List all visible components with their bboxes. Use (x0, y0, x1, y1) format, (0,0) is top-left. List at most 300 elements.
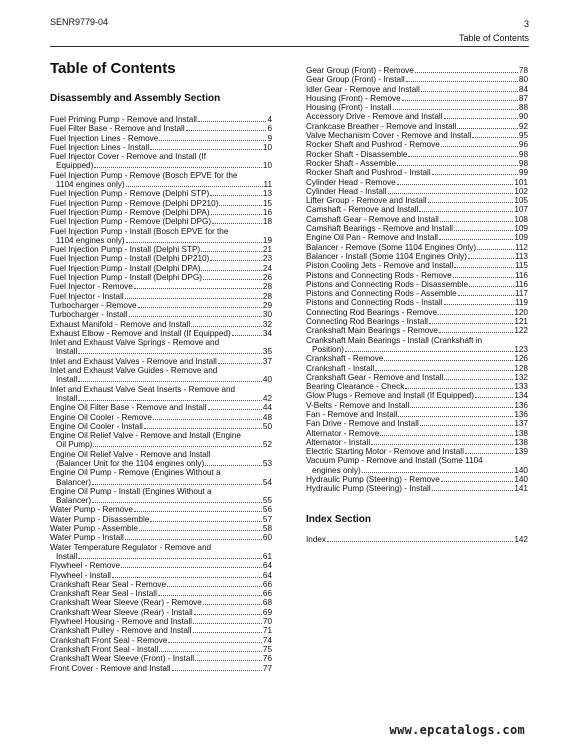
toc-page-number: 10 (262, 161, 272, 171)
dot-leader (92, 484, 262, 485)
toc-entry[interactable] (50, 664, 272, 673)
toc-entry-title: Index (306, 535, 327, 544)
toc-page-number: 76 (262, 654, 272, 664)
toc-entry-title: Crankshaft Pulley - Remove and Install (50, 626, 192, 636)
page-header-left (50, 17, 108, 27)
toc-entry[interactable] (306, 66, 528, 75)
dot-leader (453, 277, 514, 278)
dot-leader (419, 211, 513, 212)
dot-leader (219, 205, 262, 206)
toc-page-number: 71 (262, 626, 272, 636)
toc-entry[interactable] (306, 419, 528, 428)
toc-entry[interactable] (306, 178, 528, 187)
toc-entry[interactable] (306, 131, 528, 140)
toc-entry-title: Water Pump - Remove (50, 505, 133, 515)
toc-entry-title: Rocker Shaft and Pushrod - Remove (306, 140, 440, 150)
toc-page-number: 84 (518, 84, 528, 94)
toc-page-number: 138 (514, 428, 528, 438)
toc-entry-title: Water Pump - Disassemble (50, 514, 150, 524)
toc-entry[interactable] (50, 366, 272, 385)
toc-page-number: 121 (514, 317, 528, 327)
toc-entry-title: Water Pump - Assemble (50, 524, 138, 534)
toc-entry-title: Fuel Filter Base - Remove and Install (50, 124, 185, 134)
toc-entry-title: Exhaust Manifold - Remove and Install (50, 319, 191, 329)
toc-page-number: 136 (514, 409, 528, 419)
toc-page-number: 64 (262, 570, 272, 580)
toc-entry[interactable] (50, 654, 272, 663)
dot-leader (408, 156, 517, 157)
toc-entry[interactable] (306, 326, 528, 335)
toc-page-number: 6 (267, 124, 272, 134)
toc-entry[interactable] (50, 208, 272, 217)
toc-entry[interactable] (306, 447, 528, 456)
toc-page-number: 107 (514, 205, 528, 215)
dot-leader (144, 428, 262, 429)
toc-entry[interactable] (50, 254, 272, 263)
toc-entry-title: Engine Oil Pan - Remove and Install (306, 233, 438, 243)
toc-page-number: 37 (262, 356, 272, 366)
dot-leader (150, 149, 262, 150)
dot-leader (193, 632, 262, 633)
toc-entry[interactable] (306, 308, 528, 317)
toc-entry[interactable] (306, 196, 528, 205)
toc-page-number: 64 (262, 561, 272, 571)
toc-entry-title: Hydraulic Pump (Steering) - Remove (306, 475, 440, 485)
toc-entry-title: Inlet and Exhaust Valves - Remove and Install (50, 356, 217, 366)
toc-entry-title: Fuel Injection Pump - Remove (Delphi DPG) (50, 217, 212, 227)
dot-leader (362, 472, 514, 473)
dot-leader (457, 128, 518, 129)
toc-entry[interactable] (50, 487, 272, 506)
toc-entry[interactable] (306, 456, 528, 475)
toc-page-number: 29 (262, 300, 272, 310)
toc-entry[interactable] (50, 273, 272, 282)
toc-entry[interactable] (306, 317, 528, 326)
toc-page-number: 52 (262, 440, 272, 450)
toc-entry[interactable] (50, 134, 272, 143)
toc-entry-title: Crankcase Breather - Remove and Install (306, 121, 457, 131)
toc-page-number: 113 (514, 251, 528, 261)
toc-entry-title: Inlet and Exhaust Valve Seat Inserts - Remove and (50, 384, 236, 394)
toc-entry-title: Water Pump - Install (50, 533, 124, 543)
toc-entry[interactable] (306, 535, 528, 544)
toc-entry-title: Inlet and Exhaust Valve Springs - Remove and (50, 338, 220, 348)
toc-entry[interactable] (50, 227, 272, 246)
toc-entry[interactable] (50, 301, 272, 310)
toc-entry-title: Install (56, 393, 78, 403)
dot-leader (468, 258, 514, 259)
toc-entry-title: Lifter Group - Remove and Install (306, 196, 427, 206)
toc-entry[interactable] (50, 626, 272, 635)
toc-entry[interactable] (50, 264, 272, 273)
toc-page-number: 18 (262, 217, 272, 227)
toc-page-number: 66 (262, 579, 272, 589)
toc-entry[interactable] (50, 524, 272, 533)
header-divider (50, 46, 529, 47)
toc-entry[interactable] (306, 484, 528, 493)
toc-entry-title: Gear Group (Front) - Install (306, 75, 405, 85)
toc-entry-title: Fuel Injection Pump - Install (Delphi DPA) (50, 263, 201, 273)
toc-entry[interactable] (50, 310, 272, 319)
toc-entry-title: Camshaft - Remove and Install (306, 205, 419, 215)
toc-entry-title: Crankshaft Wear Sleeve (Rear) - Remove (50, 598, 202, 608)
toc-page-number: 15 (262, 198, 272, 208)
toc-page-number: 32 (262, 319, 272, 329)
toc-page-number: 90 (518, 112, 528, 122)
toc-entry[interactable] (50, 338, 272, 357)
toc-page-number: 9 (267, 133, 272, 143)
toc-entry-title: Install (56, 551, 78, 561)
toc-page-number: 128 (514, 363, 528, 373)
dot-leader (393, 109, 518, 110)
toc-entry-title: Engine Oil Relief Valve - Remove and Install (50, 449, 211, 459)
toc-entry-title: Housing (Front) - Install (306, 103, 392, 113)
toc-entry[interactable] (306, 75, 528, 84)
toc-page-number: 120 (514, 307, 528, 317)
toc-entry-title: Exhaust Elbow - Remove and Install (If Equipped) (50, 328, 231, 338)
toc-entry-title: Engine Oil Pump - Install (Engines Without a (50, 486, 212, 496)
toc-entry[interactable] (306, 271, 528, 280)
toc-entry-title: Alternator - Install (306, 437, 371, 447)
toc-entry[interactable] (50, 636, 272, 645)
dot-leader (345, 351, 513, 352)
toc-entry[interactable] (50, 598, 272, 607)
toc-page-number: 105 (514, 196, 528, 206)
toc-page-number: 98 (518, 158, 528, 168)
dot-leader (205, 465, 262, 466)
dot-leader (138, 307, 262, 308)
dot-leader (398, 416, 513, 417)
toc-entry-title: Camshaft Bearings - Remove and Install (306, 224, 453, 234)
toc-page-number: 80 (518, 75, 528, 85)
document-id: SENR9779-04 (50, 17, 109, 27)
dot-leader (210, 260, 262, 261)
toc-entry-title: Turbocharger - Install (50, 310, 128, 320)
dot-leader (134, 288, 262, 289)
toc-entry[interactable] (50, 543, 272, 562)
toc-page-number: 88 (518, 103, 528, 113)
toc-entry[interactable] (306, 159, 528, 168)
toc-entry-title: Cylinder Head - Remove (306, 177, 396, 187)
toc-entry-title: Crankshaft Wear Sleeve (Rear) - Install (50, 607, 193, 617)
toc-page-number: 117 (514, 289, 528, 299)
dot-leader (454, 230, 513, 231)
toc-entry[interactable] (306, 336, 528, 355)
toc-entry-title: Piston Cooling Jets - Remove and Install (306, 261, 454, 271)
toc-entry-title: Accessory Drive - Remove and Install (306, 112, 443, 122)
toc-entry[interactable] (50, 413, 272, 422)
toc-page-number: 30 (262, 310, 272, 320)
dot-leader (371, 444, 513, 445)
toc-entry[interactable] (50, 217, 272, 226)
dot-leader (469, 286, 514, 287)
toc-entry-title: Pistons and Connecting Rods - Install (306, 298, 443, 308)
toc-entry-title: Turbocharger - Remove (50, 300, 137, 310)
toc-entry[interactable] (306, 364, 528, 373)
page-header-right (459, 17, 529, 45)
toc-entry[interactable] (50, 561, 272, 570)
toc-entry[interactable] (306, 438, 528, 447)
dot-leader (121, 567, 262, 568)
toc-entry-title: Install (56, 375, 78, 385)
toc-entry[interactable] (50, 199, 272, 208)
toc-page-number: 68 (262, 598, 272, 608)
dot-leader (193, 623, 262, 624)
toc-entry[interactable] (50, 152, 272, 171)
toc-entry-title: Fuel Injector - Install (50, 291, 124, 301)
toc-entry-title: Alternator - Remove (306, 428, 380, 438)
toc-entry[interactable] (50, 608, 272, 617)
toc-page-number: 126 (514, 354, 528, 364)
dot-leader (440, 221, 513, 222)
toc-entry-title: Connecting Rod Bearings - Install (306, 317, 428, 327)
toc-entry[interactable] (50, 245, 272, 254)
dot-leader (150, 521, 262, 522)
toc-entry[interactable] (306, 289, 528, 298)
dot-leader (327, 541, 513, 542)
dot-leader (472, 137, 517, 138)
toc-entry[interactable] (50, 282, 272, 291)
toc-entry-title: Crankshaft - Remove (306, 354, 384, 364)
toc-page-number: 16 (262, 207, 272, 217)
toc-entry[interactable] (306, 354, 528, 363)
toc-page-number: 55 (262, 496, 272, 506)
toc-page-number: 40 (262, 375, 272, 385)
dot-leader (397, 165, 518, 166)
toc-entry-title: Flywheel - Remove (50, 561, 121, 571)
toc-entry[interactable] (306, 233, 528, 242)
toc-entry[interactable] (50, 580, 272, 589)
toc-entry-title: Glow Plugs - Remove and Install (If Equipped) (306, 391, 474, 401)
toc-entry-title: Fuel Injection Pump - Remove (Delphi DP210) (50, 198, 219, 208)
dot-leader (211, 214, 262, 215)
toc-page-number: 53 (262, 458, 272, 468)
footer-watermark: www.epcatalogs.com (389, 723, 525, 737)
toc-entry-title: Fuel Injection Lines - Install (50, 142, 150, 152)
toc-entry[interactable] (306, 187, 528, 196)
dot-leader (125, 298, 262, 299)
dot-leader (375, 370, 513, 371)
toc-page-number: 96 (518, 140, 528, 150)
toc-entry-title: Crankshaft Front Seal - Install (50, 644, 159, 654)
toc-entry-title: Inlet and Exhaust Valve Guides - Remove and (50, 366, 218, 376)
toc-entry-title: Fuel Priming Pump - Remove and Install (50, 115, 197, 124)
toc-page-number: 13 (262, 189, 272, 199)
dot-leader (212, 223, 262, 224)
toc-entry[interactable] (306, 252, 528, 261)
toc-entry-title: Idler Gear - Remove and Install (306, 84, 420, 94)
toc-entry-title: Balancer) (56, 477, 92, 487)
toc-entry-title: Rocker Shaft and Pushrod - Install (306, 168, 431, 178)
dot-leader (444, 304, 514, 305)
toc-entry[interactable] (306, 429, 528, 438)
toc-entry[interactable] (50, 403, 272, 412)
toc-entry-title: Vacuum Pump - Remove and Install (Some 1104 (306, 456, 483, 466)
toc-entry[interactable] (306, 103, 528, 112)
toc-entry[interactable] (50, 431, 272, 450)
toc-entry[interactable] (306, 168, 528, 177)
dot-leader (438, 314, 513, 315)
toc-entry[interactable] (50, 124, 272, 133)
toc-entry[interactable] (50, 143, 272, 152)
toc-entry[interactable] (306, 475, 528, 484)
dot-leader (78, 400, 262, 401)
toc-entry[interactable] (50, 468, 272, 487)
toc-entry[interactable] (306, 224, 528, 233)
toc-entry[interactable] (306, 410, 528, 419)
toc-entry[interactable] (306, 373, 528, 382)
toc-page-number: 116 (514, 279, 528, 289)
toc-entry[interactable] (306, 150, 528, 159)
toc-entry[interactable] (50, 645, 272, 654)
toc-entry-title: 1104 engines only) (56, 180, 125, 190)
toc-page-number: 109 (514, 224, 528, 234)
toc-entry[interactable] (50, 617, 272, 626)
toc-entry[interactable] (306, 401, 528, 410)
toc-page-number: 19 (262, 235, 272, 245)
toc-entry[interactable] (306, 122, 528, 131)
toc-entry-title: Install (56, 347, 78, 357)
toc-page-number: 140 (514, 475, 528, 485)
toc-entry-title: Camshaft Gear - Remove and Install (306, 214, 439, 224)
toc-entry[interactable] (50, 533, 272, 542)
dot-leader (454, 267, 513, 268)
toc-entry-title: Crankshaft Rear Seal - Remove (50, 579, 167, 589)
toc-entry-title: Electric Starting Motor - Remove and Install (306, 447, 464, 457)
toc-entry[interactable] (306, 261, 528, 270)
toc-entry[interactable] (50, 422, 272, 431)
toc-page-number: 99 (518, 168, 528, 178)
dot-leader (441, 146, 518, 147)
toc-page-number: 108 (514, 214, 528, 224)
toc-entry[interactable] (50, 505, 272, 514)
dot-leader (428, 202, 514, 203)
toc-page-number: 109 (514, 233, 528, 243)
section-heading-disassembly: Disassembly and Assembly Section (50, 93, 221, 104)
toc-entry[interactable] (50, 571, 272, 580)
toc-entry-title: Engine Oil Pump - Remove (Engines Without a (50, 468, 221, 478)
toc-entry-title: Crankshaft - Install (306, 363, 375, 373)
toc-entry[interactable] (306, 243, 528, 252)
toc-entry[interactable] (306, 298, 528, 307)
toc-entry[interactable] (306, 140, 528, 149)
dot-leader (415, 72, 518, 73)
dot-leader (405, 388, 513, 389)
toc-page-number: 44 (262, 403, 272, 413)
toc-entry-title: Fuel Injection Pump - Install (Delphi DPG) (50, 273, 202, 283)
toc-page-number: 28 (262, 291, 272, 301)
toc-entry[interactable] (50, 115, 272, 124)
toc-entry[interactable] (306, 391, 528, 400)
dot-leader (167, 586, 262, 587)
toc-page-number: 116 (514, 270, 528, 280)
toc-entry-title: Connecting Rod Bearings - Remove (306, 307, 438, 317)
toc-entry[interactable] (306, 280, 528, 289)
toc-entry[interactable] (306, 382, 528, 391)
running-title: Table of Contents (458, 33, 529, 43)
toc-entry[interactable] (306, 205, 528, 214)
dot-leader (153, 419, 262, 420)
toc-page-number: 140 (514, 465, 528, 475)
toc-page-number: 35 (262, 347, 272, 357)
toc-entry-title: Fuel Injection Pump - Install (Bosch EPVE for the (50, 226, 229, 236)
toc-page-number: 42 (262, 393, 272, 403)
toc-page-number: 95 (518, 131, 528, 141)
toc-entry[interactable] (50, 320, 272, 329)
toc-entry[interactable] (306, 215, 528, 224)
toc-page-number: 115 (514, 261, 528, 271)
toc-page-number: 48 (262, 412, 272, 422)
toc-entry-title: Engine Oil Relief Valve - Remove and Install (Engine (50, 431, 241, 441)
toc-entry[interactable] (50, 357, 272, 366)
toc-page-number: 61 (262, 551, 272, 561)
dot-leader (186, 130, 267, 131)
toc-page-number: 78 (518, 66, 528, 75)
toc-entry-title: Fuel Injector - Remove (50, 282, 133, 292)
toc-entry-title: Fuel Injection Pump - Remove (Bosch EPVE for the (50, 170, 238, 180)
toc-entry-title: (Balancer Unit for the 1104 engines only) (56, 458, 205, 468)
toc-entry-title: Balancer) (56, 496, 92, 506)
toc-entry-title: Fuel Injection Pump - Install (Delphi STP) (50, 245, 201, 255)
dot-leader (201, 251, 262, 252)
toc-page-number: 138 (514, 437, 528, 447)
toc-entry-title: Front Cover - Remove and Install (50, 663, 171, 673)
toc-entry[interactable] (50, 589, 272, 598)
toc-entry[interactable] (306, 94, 528, 103)
dot-leader (78, 558, 262, 559)
toc-page-number: 24 (262, 263, 272, 273)
dot-leader (429, 323, 513, 324)
toc-entry[interactable] (50, 385, 272, 404)
dot-leader (439, 239, 513, 240)
toc-page-number: 66 (262, 589, 272, 599)
toc-entry-title: Valve Mechanism Cover - Remove and Install (306, 131, 472, 141)
toc-page-number: 92 (518, 121, 528, 131)
toc-entry[interactable] (306, 112, 528, 121)
toc-entry-title: Rocker Shaft - Disassemble (306, 149, 408, 159)
toc-entry[interactable] (50, 450, 272, 469)
dot-leader (94, 167, 262, 168)
dot-leader (477, 249, 514, 250)
dot-leader (125, 539, 262, 540)
toc-entry-title: Pistons and Connecting Rods - Assemble (306, 289, 457, 299)
toc-entry[interactable] (50, 329, 272, 338)
dot-leader (458, 295, 514, 296)
dot-leader (218, 363, 262, 364)
toc-entry-title: Crankshaft Wear Sleeve (Front) - Install (50, 654, 195, 664)
dot-leader (406, 81, 518, 82)
toc-entry-title: Fan - Remove and Install (306, 409, 398, 419)
dot-leader (139, 530, 262, 531)
dot-leader (191, 326, 262, 327)
toc-entry[interactable] (50, 189, 272, 198)
toc-entry-title: Crankshaft Front Seal - Remove (50, 635, 168, 645)
toc-entry[interactable] (50, 171, 272, 190)
toc-page-number: 119 (514, 298, 528, 308)
toc-entry-title: Position) (312, 344, 344, 354)
toc-entry-title: Fuel Injection Pump - Remove (Delphi DPA) (50, 207, 210, 217)
page-number: 3 (523, 19, 529, 29)
toc-entry-title: Engine Oil Cooler - Remove (50, 412, 152, 422)
toc-page-number: 34 (262, 328, 272, 338)
toc-page-number: 136 (514, 400, 528, 410)
toc-entry[interactable] (50, 515, 272, 524)
toc-page-number: 23 (262, 254, 272, 264)
toc-entry[interactable] (306, 85, 528, 94)
toc-page-number: 87 (518, 93, 528, 103)
toc-entry[interactable] (50, 292, 272, 301)
toc-entry-title: Fuel Injection Pump - Remove (Delphi STP) (50, 189, 210, 199)
